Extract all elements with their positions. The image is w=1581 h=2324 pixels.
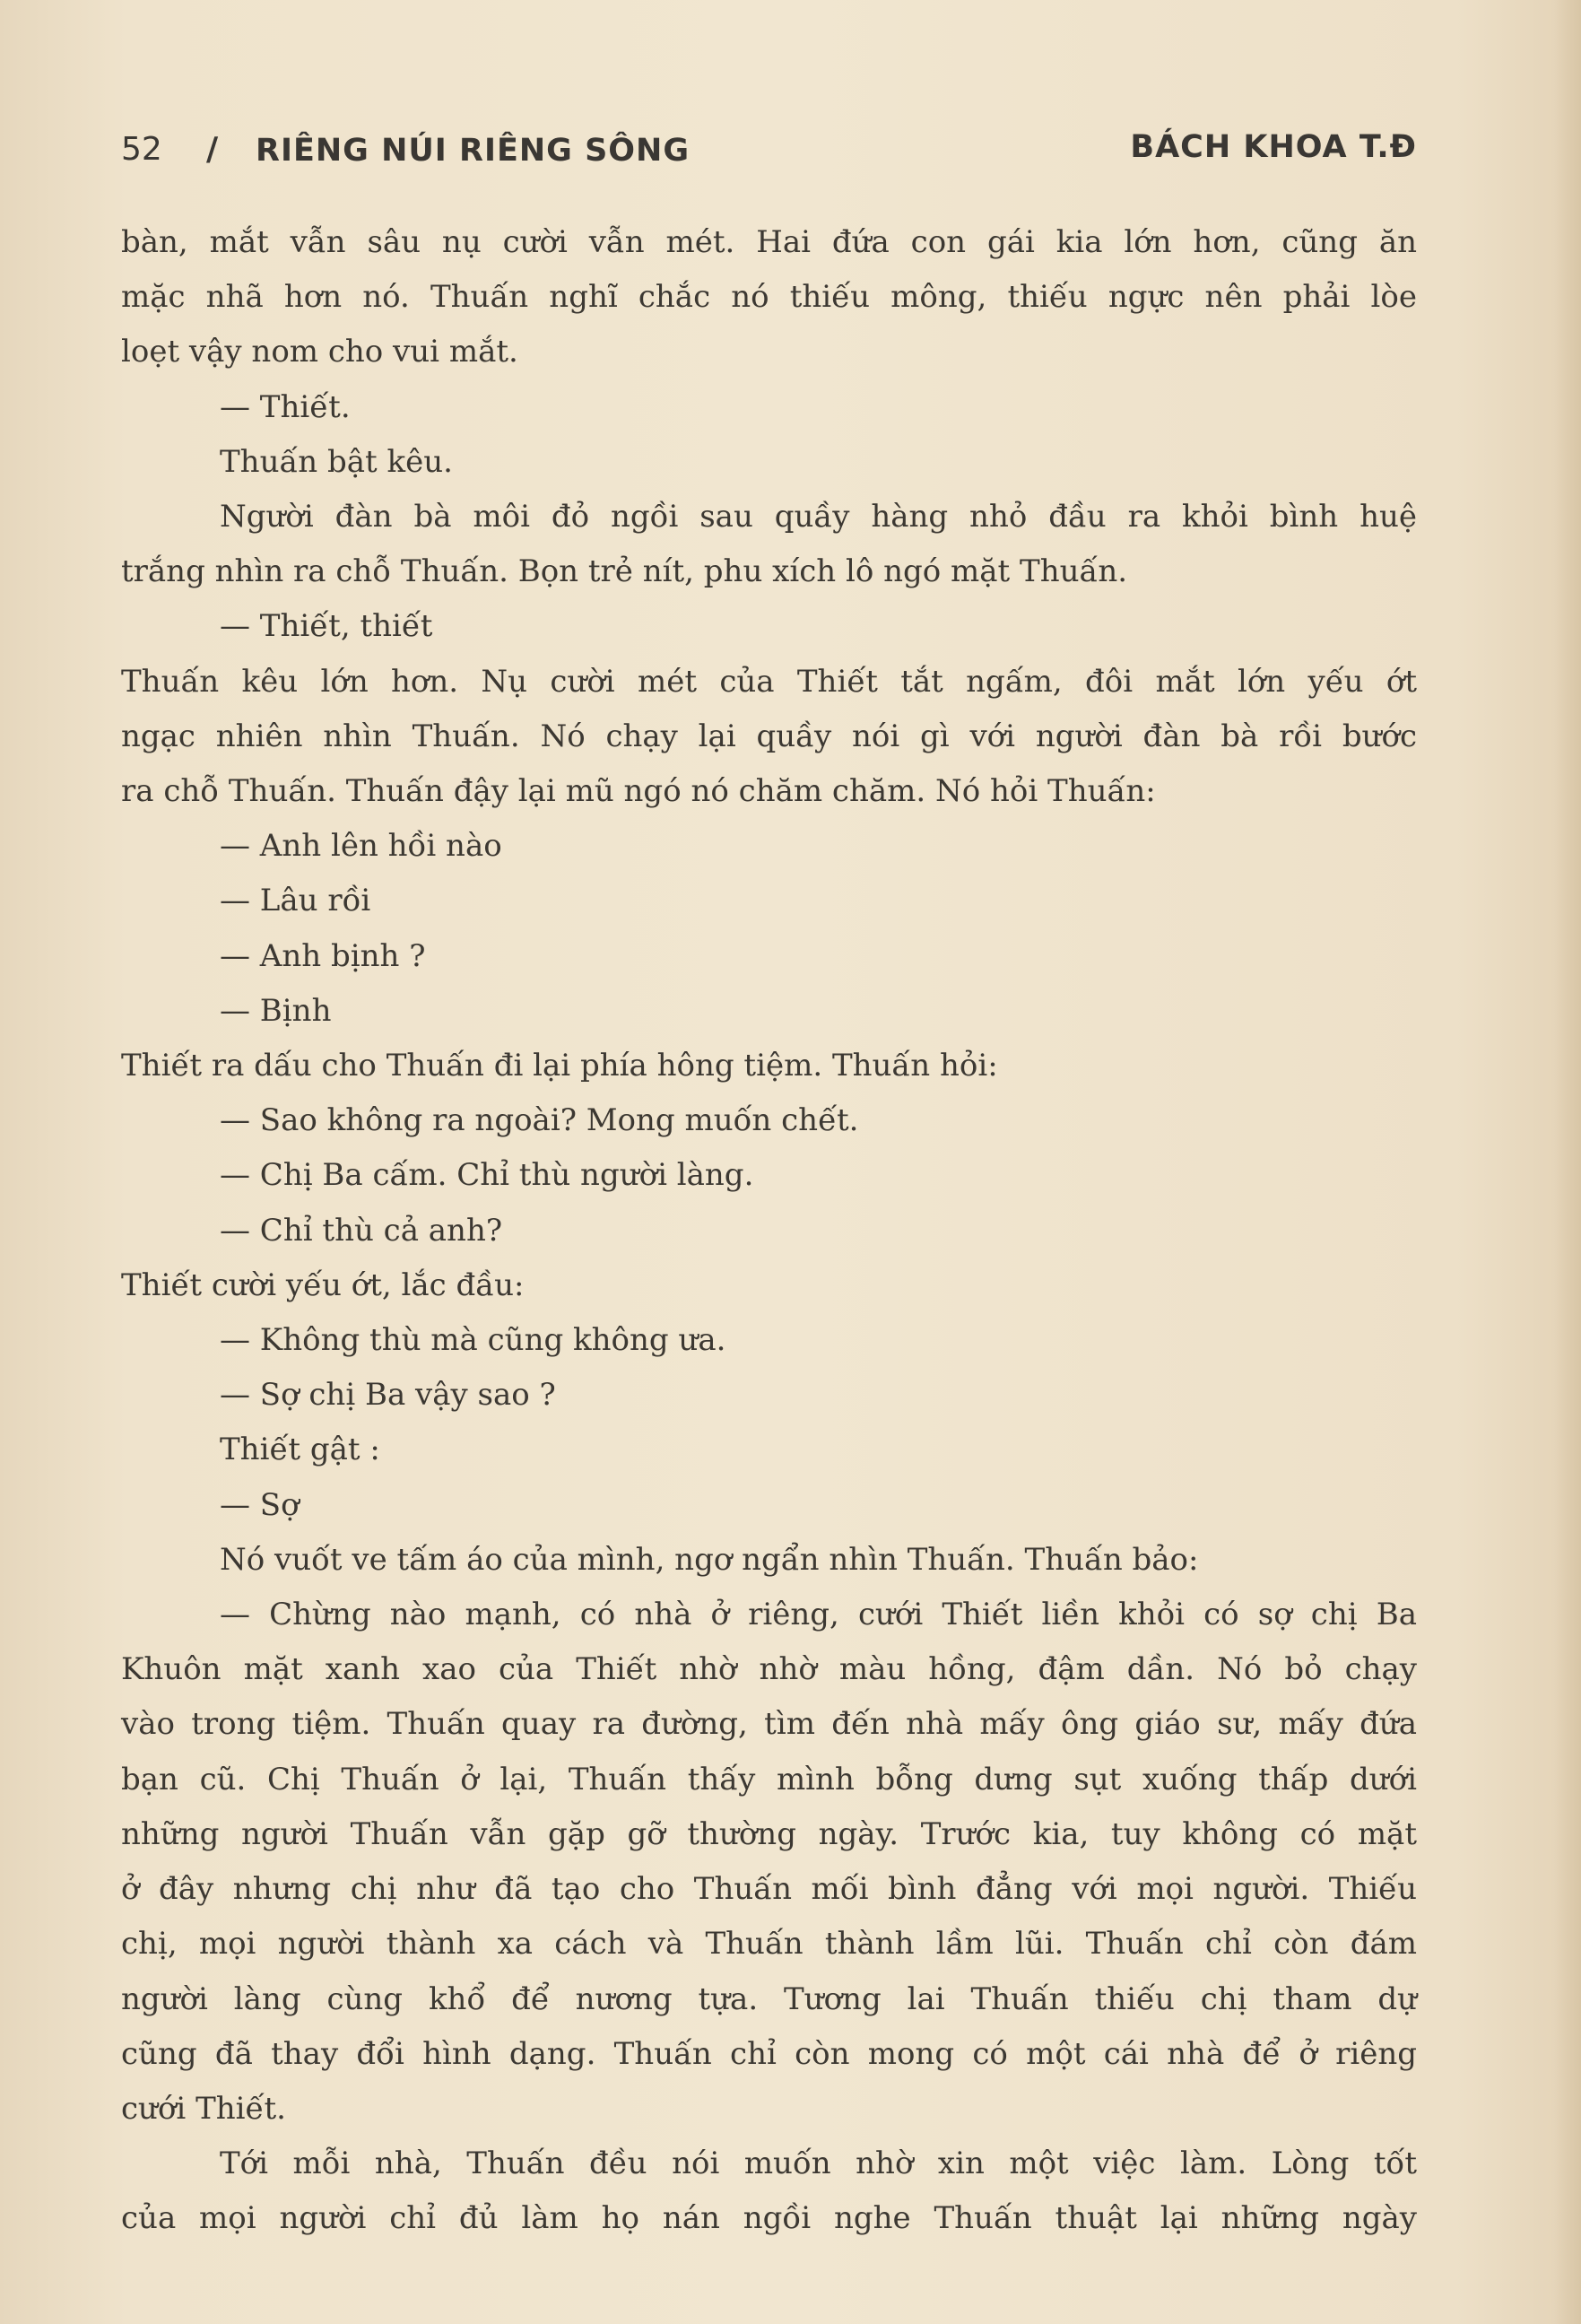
- dialogue-line: — Sợ chị Ba vậy sao ?: [220, 1377, 556, 1414]
- text-line: ngạc nhiên nhìn Thuấn. Nó chạy lại quầy nói gì với người đàn bà rồi bước: [121, 718, 1417, 754]
- text-line: ở đây nhưng chị như đã tạo cho Thuấn mối bình đẳng với mọi người. Thiếu: [121, 1871, 1417, 1908]
- text-line: Thiết gật :: [220, 1432, 380, 1468]
- text-line: Thuấn kêu lớn hơn. Nụ cười mét của Thiết tắt ngấm, đôi mắt lớn yếu ớt: [121, 663, 1417, 700]
- page-edge: [1554, 0, 1581, 2324]
- text-line: trắng nhìn ra chỗ Thuấn. Bọn trẻ nít, phu xích lô ngó mặt Thuấn.: [121, 553, 1128, 590]
- book-title: RIÊNG NÚI RIÊNG SÔNG: [256, 133, 691, 169]
- text-line: người làng cùng khổ để nương tựa. Tương lai Thuấn thiếu chị tham dự: [121, 1980, 1417, 2017]
- dialogue-line: — Không thù mà cũng không ưa.: [220, 1322, 726, 1359]
- text-line: Người đàn bà môi đỏ ngồi sau quầy hàng nhỏ đầu ra khỏi bình huệ: [220, 499, 1417, 535]
- dialogue-line: — Chừng nào mạnh, có nhà ở riêng, cưới Thiết liền khỏi có sợ chị Ba: [220, 1597, 1417, 1633]
- text-line: Nó vuốt ve tấm áo của mình, ngơ ngẩn nhìn Thuấn. Thuấn bảo:: [220, 1541, 1199, 1578]
- magazine-name: BÁCH KHOA T.Đ: [1130, 129, 1417, 165]
- dialogue-line: — Chỉ thù cả anh?: [220, 1212, 503, 1249]
- body-text: [121, 215, 1417, 2247]
- text-line: ra chỗ Thuấn. Thuấn đậy lại mũ ngó nó chăm chăm. Nó hỏi Thuấn:: [121, 773, 1156, 810]
- dialogue-line: — Sợ: [220, 1486, 300, 1523]
- text-line: bàn, mắt vẫn sâu nụ cười vẫn mét. Hai đứa con gái kia lớn hơn, cũng ăn: [121, 224, 1417, 260]
- text-line: những người Thuấn vẫn gặp gỡ thường ngày. Trước kia, tuy không có mặt: [121, 1815, 1417, 1852]
- text-line: bạn cũ. Chị Thuấn ở lại, Thuấn thấy mình bỗng dưng sụt xuống thấp dưới: [121, 1761, 1417, 1797]
- dialogue-line: — Chị Ba cấm. Chỉ thù người làng.: [220, 1157, 754, 1194]
- text-line: Thiết cười yếu ớt, lắc đầu:: [121, 1266, 525, 1303]
- header-separator: /: [206, 131, 219, 168]
- text-line: mặc nhã hơn nó. Thuấn nghĩ chắc nó thiếu mông, thiếu ngực nên phải lòe: [121, 279, 1417, 316]
- dialogue-line: — Thiết, thiết: [220, 608, 433, 645]
- running-header: [121, 126, 1417, 179]
- dialogue-line: — Bịnh: [220, 992, 332, 1029]
- text-line: vào trong tiệm. Thuấn quay ra đường, tìm đến nhà mấy ông giáo sư, mấy đứa: [121, 1706, 1417, 1743]
- text-line: cưới Thiết.: [121, 2090, 286, 2127]
- dialogue-line: — Lâu rồi: [220, 883, 371, 919]
- dialogue-line: — Sao không ra ngoài? Mong muốn chết.: [220, 1102, 859, 1139]
- text-line: chị, mọi người thành xa cách và Thuấn thành lầm lũi. Thuấn chỉ còn đám: [121, 1926, 1417, 1963]
- text-line: của mọi người chỉ đủ làm họ nán ngồi nghe Thuấn thuật lại những ngày: [121, 2200, 1417, 2237]
- text-line: Tới mỗi nhà, Thuấn đều nói muốn nhờ xin một việc làm. Lòng tốt: [220, 2146, 1417, 2182]
- dialogue-line: — Anh bịnh ?: [220, 937, 426, 974]
- dialogue-line: — Thiết.: [220, 388, 351, 425]
- dialogue-line: — Anh lên hồi nào: [220, 828, 502, 865]
- text-line: Thuấn bật kêu.: [220, 443, 453, 480]
- text-line: Thiết ra dấu cho Thuấn đi lại phía hông tiệm. Thuấn hỏi:: [121, 1048, 998, 1084]
- text-line: cũng đã thay đổi hình dạng. Thuấn chỉ còn mong có một cái nhà để ở riêng: [121, 2035, 1417, 2072]
- text-line: loẹt vậy nom cho vui mắt.: [121, 334, 518, 370]
- page-number: 52: [121, 131, 162, 168]
- text-line: Khuôn mặt xanh xao của Thiết nhờ nhờ màu hồng, đậm dần. Nó bỏ chạy: [121, 1651, 1417, 1688]
